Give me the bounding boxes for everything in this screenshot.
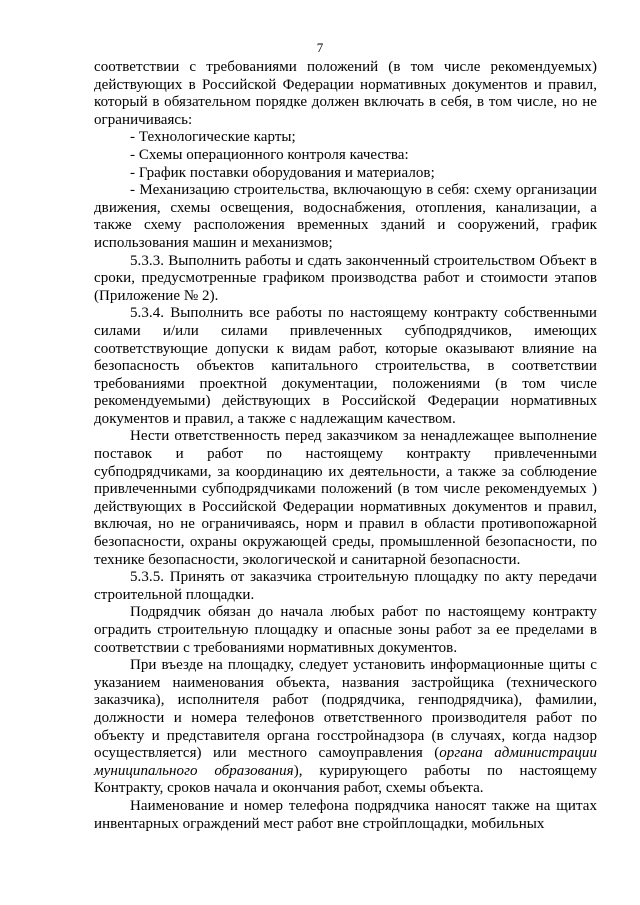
list-item-mechanization: - Механизацию строительства, включающую в себя: схему организации движения, схемы освещения, водоснабжения, отопления, канализации, а также схему расположения временных зданий и сооружений, график использования машин и механизмов; xyxy=(94,182,597,251)
info-boards-text-start: При въезде на площадку, следует установить информационные щиты с указанием наименования объекта, названия застройщика (технического заказчика), исполнителя работ (подрядчика, генподрядчика), фамилии, должности и номера телефонов ответственного производителя работ по объекту и представителя органа госстройнадзора (в случаях, когда надзор осуществляется) или местного самоуправления ( xyxy=(94,657,597,762)
list-item-supply-schedule: - График поставки оборудования и материалов; xyxy=(130,164,435,181)
info-boards-text-end: ), курирующего работы по настоящему Контракту, сроков начала и окончания работ, схемы объекта. xyxy=(94,762,597,797)
page-number: 7 xyxy=(316,40,324,55)
paragraph-info-boards xyxy=(94,657,597,798)
info-boards-italic: органа администрации муниципального образования xyxy=(94,745,597,779)
list-item-quality-control: - Схемы операционного контроля качества: xyxy=(130,146,409,163)
paragraph-responsibility: Нести ответственность перед заказчиком за ненадлежащее выполнение поставок и работ по настоящему контракту привлеченными субподрядчиками, за координацию их деятельности, а также за соблюдение привлеченными субподрядчиками положений (в том числе рекомендуемых ) действующих в Российской Федерации нормативных документов и правил, включая, но не ограничиваясь, норм и правил в области противопожарной безопасности, охраны окружающей среды, промышленной безопасности, по технике безопасности, экологической и санитарной безопасности. xyxy=(94,428,597,568)
clause-5-3-4: 5.3.4. Выполнить все работы по настоящему контракту собственными силами и/или силами привлеченных субподрядчиков, имеющих соответствующие допуски к видам работ, которые оказывают влияние на безопасность объектов капитального строительства, в соответствии требованиями проектной документации, положениями (в том числе рекомендуемыми) действующих в Российской Федерации нормативных документов и правил, а также с надлежащим качеством. xyxy=(94,305,597,427)
paragraph-contractor-name: Наименование и номер телефона подрядчика наносят также на щитах инвентарных ограждений мест работ вне стройплощадки, мобильных xyxy=(94,797,597,832)
document-body xyxy=(94,59,597,833)
paragraph-continuation: соответствии с требованиями положений (в том числе рекомендуемых) действующих в Российской Федерации нормативных документов и правил, который в обязательном порядке должен включать в себя, в том числе, но не ограничиваясь: xyxy=(94,59,597,128)
list-item-tech-maps: - Технологические карты; xyxy=(130,129,296,146)
clause-5-3-5: 5.3.5. Принять от заказчика строительную площадку по акту передачи строительной площадки. xyxy=(94,569,597,603)
clause-5-3-3: 5.3.3. Выполнить работы и сдать законченный строительством Объект в сроки, предусмотренные графиком производства работ и стоимости этапов (Приложение № 2). xyxy=(94,252,597,304)
paragraph-fencing: Подрядчик обязан до начала любых работ по настоящему контракту оградить строительную площадку и опасные зоны работ за ее пределами в соответствии с требованиями нормативных документов. xyxy=(94,604,597,656)
